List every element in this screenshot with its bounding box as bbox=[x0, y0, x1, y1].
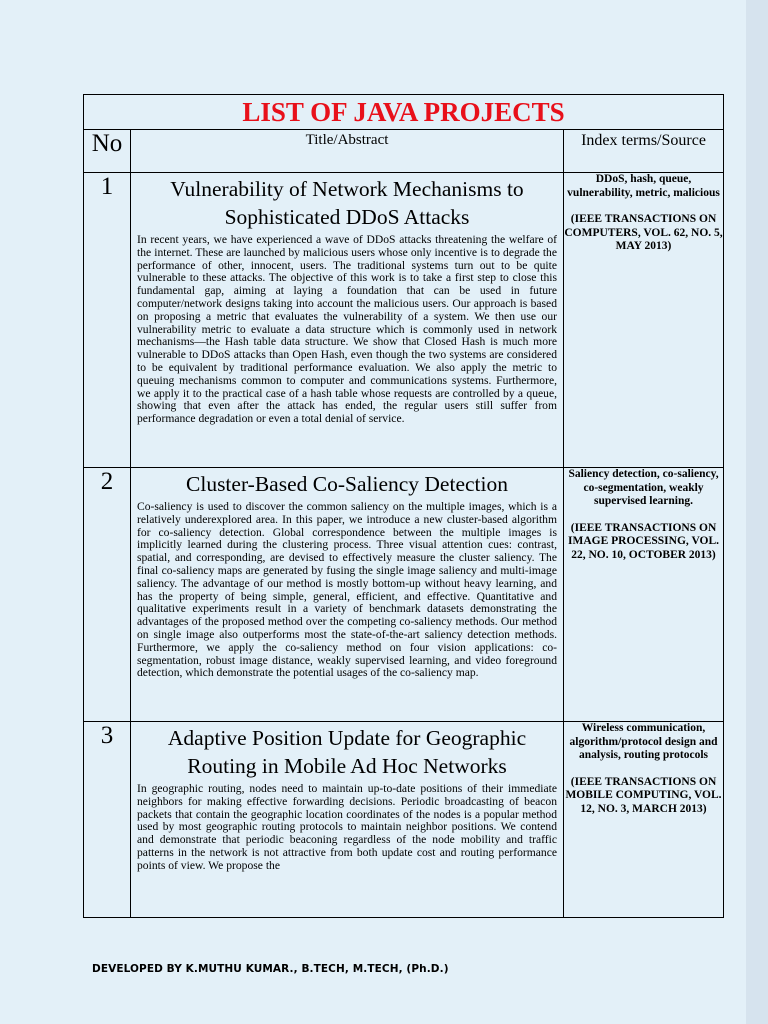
page-margin-band bbox=[746, 0, 768, 1024]
project-source-cell bbox=[564, 173, 724, 468]
project-source: (IEEE TRANSACTIONS ON COMPUTERS, VOL. 62, NO. 5, MAY 2013) bbox=[564, 213, 723, 252]
document-title: LIST OF JAVA PROJECTS bbox=[84, 95, 724, 130]
project-abstract: Co-saliency is used to discover the common saliency on the multiple images, which is a relatively underexplored area. In this paper, we introduce a new cluster-based algorithm for co-saliency detection. Global correspondence between the multiple images is implicitly learned during the clustering process. Three visual attention cues: contrast, spatial, and corresponding, are devised to effectively measure the cluster saliency. The final co-saliency maps are generated by fusing the single image saliency and multi-image saliency. The advantage of our method is mostly bottom-up without heavy learning, and has the property of being simple, general, efficient, and effective. Quantitative and qualitative experiments result in a variety of benchmark datasets demonstrating the advantages of the proposed method over the competing co-saliency methods. Our method on single image also outperforms most the state-of-the-art saliency detection methods. Furthermore, we apply the co-saliency method on four vision applications: co-segmentation, robust image distance, weakly supervised learning, and video foreground detection, which demonstrate the potential usages of the co-saliency map. bbox=[137, 500, 557, 680]
project-source-cell bbox=[564, 468, 724, 722]
project-abstract: In recent years, we have experienced a wave of DDoS attacks threatening the welfare of the internet. These are launched by malicious users whose only incentive is to degrade the performance of other, innocent, users. The traditional systems turn out to be quite vulnerable to these attacks. The objective of this work is to take a first step to close this fundamental gap, aiming at laying a foundation that can be used in future computer/network designs taking into account the malicious users. Our approach is based on proposing a metric that evaluates the vulnerability of a system. We then use our vulnerability metric to evaluate a data structure which is commonly used in network mechanisms—the Hash table data structure. We show that Closed Hash is much more vulnerable to DDoS attacks than Open Hash, even though the two systems are considered to be equivalent by traditional performance evaluation. We also apply the metric to queuing mechanisms common to computer and communications systems. Furthermore, we apply it to the practical case of a hash table whose requests are controlled by a queue, showing that even after the attack has ended, the regular users still suffer from performance degradation or even a total denial of service. bbox=[137, 233, 557, 426]
project-cell bbox=[131, 468, 564, 722]
table-row bbox=[84, 722, 724, 918]
project-source: (IEEE TRANSACTIONS ON MOBILE COMPUTING, VOL. 12, NO. 3, MARCH 2013) bbox=[565, 775, 722, 815]
project-cell bbox=[131, 722, 564, 918]
project-title: Adaptive Position Update for Geographic Routing in Mobile Ad Hoc Networks bbox=[167, 726, 527, 778]
table-row bbox=[84, 173, 724, 468]
project-number: 1 bbox=[84, 173, 131, 468]
project-index-terms: Wireless communication, algorithm/protocol design and analysis, routing protocols bbox=[569, 722, 718, 761]
project-index-terms: DDoS, hash, queue, vulnerability, metric, malicious bbox=[567, 173, 720, 199]
project-source-cell bbox=[564, 722, 724, 918]
column-header-no: No bbox=[84, 130, 131, 173]
table-row bbox=[84, 468, 724, 722]
project-title: Cluster-Based Co-Saliency Detection bbox=[186, 472, 508, 496]
column-header-title-abstract: Title/Abstract bbox=[131, 130, 564, 173]
project-title: Vulnerability of Network Mechanisms to Sophisticated DDoS Attacks bbox=[170, 177, 524, 229]
column-header-index-terms: Index terms/Source bbox=[564, 130, 724, 173]
project-number: 3 bbox=[84, 722, 131, 918]
projects-table bbox=[83, 94, 724, 918]
project-number: 2 bbox=[84, 468, 131, 722]
table-header-row bbox=[84, 130, 724, 173]
project-index-terms: Saliency detection, co-saliency, co-segmentation, weakly supervised learning. bbox=[568, 468, 719, 507]
project-cell bbox=[131, 173, 564, 468]
project-abstract: In geographic routing, nodes need to maintain up-to-date positions of their immediate neighbors for making effective forwarding decisions. Periodic broadcasting of beacon packets that contain the geographic location coordinates of the nodes is a popular method used by most geographic routing protocols to maintain neighbor positions. We contend and demonstrate that periodic beaconing regardless of the node mobility and traffic patterns in the network is not attractive from both update cost and routing performance points of view. We propose the bbox=[137, 782, 557, 872]
footer-credit: DEVELOPED BY K.MUTHU KUMAR., B.TECH, M.TECH, (Ph.D.) bbox=[92, 963, 449, 975]
project-source: (IEEE TRANSACTIONS ON IMAGE PROCESSING, VOL. 22, NO. 10, OCTOBER 2013) bbox=[568, 521, 720, 561]
